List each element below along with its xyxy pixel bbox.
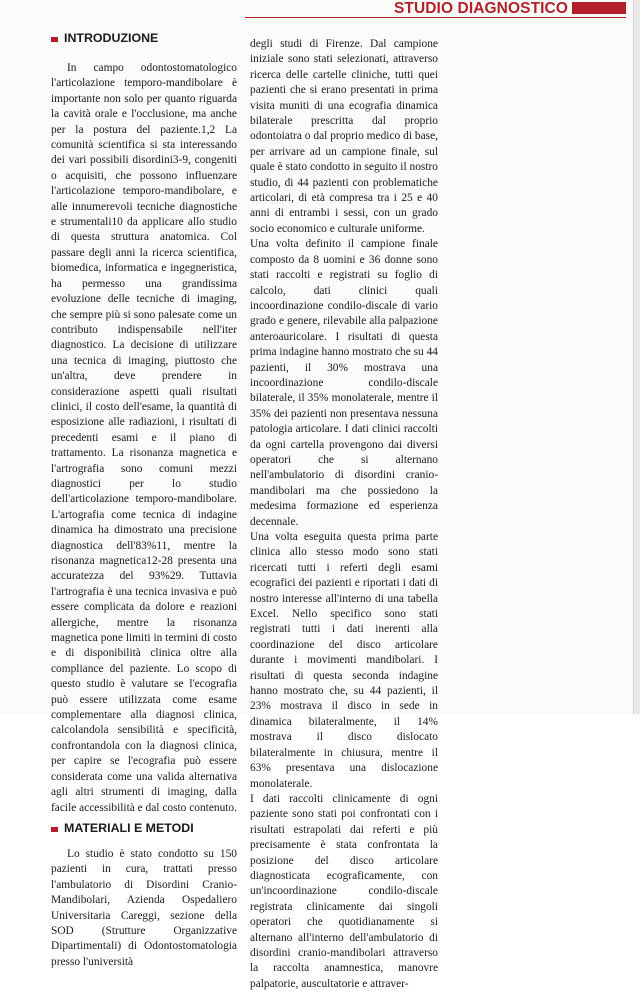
heading-bullet-icon — [51, 827, 58, 832]
right-paragraph-2: Una volta definito il campione finale composto da 8 uomini e 36 donne sono stati raccolti e registrati su foglio di calcolo, dati clinici quali incoordinazione condilo-discale di vario grado e genere, rilevabile alla palpazione anteroauricolare. I risultati di questa prima indagine hanno mostrato che su 44 pazienti, il 30% mostrava una incoordinazione condilo-discale bilaterale, il 35% monolaterale, mentre il 35% dei pazienti non presentava nessuna patologia articolare. I dati clinici raccolti da ogni cartella provengono dai diversi operatori che si alternano nell'ambulatorio di disordini cranio-mandibolari ma che possiedono la medesima formazione ed esperienza decennale. — [250, 238, 438, 528]
header-accent-bar — [572, 2, 626, 14]
methods-heading — [51, 820, 237, 838]
page-edge — [633, 0, 640, 714]
intro-heading — [51, 30, 237, 48]
section-title: STUDIO DIAGNOSTICO — [393, 0, 568, 17]
intro-heading-text: INTRODUZIONE — [64, 31, 159, 46]
header-rule — [245, 17, 626, 18]
methods-paragraph: Lo studio è stato condotto su 150 pazienti in cura, trattati presso l'ambulatorio di Disordini Cranio-Mandibolari, Azienda Ospedaliero Universitaria Careggi, sezione della SOD (Strutture Organizzative Dipartimentali) di Odontostomatologia presso l'università — [51, 847, 237, 968]
right-paragraph-3: Una volta eseguita questa prima parte clinica allo stesso modo sono stati ricercati tutti i referti degli esami ecografici dei pazienti e riportati i dati di nostro interesse all'interno di una tabella Excel. Nello specifico sono stati registrati tutti i dati inerenti alla coordinazione del disco articolare durante i movimenti mandibolari. I risultati di questa seconda indagine hanno mostrato che, su 44 pazienti, il 23% mostrava il disco in sede in dinamica bilateralmente, il 14% mostrava il disco dislocato bilateralmente in chiusura, mentre il 63% presentava una dislocazione monolaterale. — [250, 531, 438, 790]
right-column — [250, 37, 438, 992]
running-header — [394, 0, 626, 18]
intro-paragraph: In campo odontostomatologico l'articolazione temporo-mandibolare è importante non solo per quanto riguarda la cavità orale e l'occlusione, ma anche per la postura del paziente.1,2 La comunità scientifica si sta interessando dei vari possibili disordini3-9, congeniti o acquisiti, che possono influenzare l'articolazione temporo-mandibolare, e alle innumerevoli tecniche diagnostiche e strumentali10 da applicare allo studio di questa struttura anatomica. Col passare degli anni la ricerca scientifica, biomedica, informatica e ingegneristica, ha permesso una grandissima evoluzione delle tecniche di imaging, che sempre più si sono palesate come un contributo indispensabile nell'iter diagnostico. La decisione di utilizzare una tecnica di imaging, piuttosto che un'altra, deve prendere in considerazione aspetti quali risultati clinici, il costo dell'esame, la quantità di esposizione alle radiazioni, i risultati di precedenti esami e il piano di trattamento. La risonanza magnetica e l'artrografia sono comuni mezzi diagnostici per lo studio dell'articolazione temporo-mandibolare. L'artografia come tecnica di indagine dinamica ha dimostrato una precisione diagnostica dell'83%11, mentre la risonanza magnetica12-28 presenta una accuratezza del 93%29. Tuttavia l'artrografia è una tecnica invasiva e può essere complicata da dolore e reazioni allergiche, mentre la risonanza magnetica pone limiti in termini di costo e di disponibilità clinica oltre alla compliance del paziente. Lo scopo di questo studio è valutare se l'ecografia può essere utilizzata come esame complementare alla diagnosi clinica, calcolandola sensibilità e specificità, confrontandola con la diagnosi clinica, per capire se l'ecografia può essere considerata come una valida alternativa agli altri strumenti di imaging, dalla facile accessibilità e dal costo contenuto. — [51, 62, 237, 814]
methods-heading-text: MATERIALI E METODI — [64, 821, 194, 836]
right-paragraph-1: degli studi di Firenze. Dal campione iniziale sono stati selezionati, attraverso ricerca delle cartelle cliniche, tutti quei pazienti che si erano presentati in prima visita muniti di una ecografia dinamica bilaterale prescritta dal proprio odontoiatra o dal proprio medico di base, per arrivare ad un campione finale, sul quale è stato condotto in seguito il nostro studio, di 44 pazienti con problematiche articolari, di età compresa tra i 25 e 40 anni di entrambi i sessi, con un grado socio economico e culturale uniforme. — [250, 38, 438, 235]
right-paragraph-4: I dati raccolti clinicamente di ogni paziente sono stati poi confrontati con i risultati estrapolati dai referti e più precisamente è stata confrontata la posizione del disco articolare diagnosticata ecograficamente, con un'incoordinazione condilo-discale registrata clinicamente dai singoli operatori che quotidianamente si alternano all'interno dell'ambulatorio di disordini cranio-mandibolari attraverso la raccolta anamnestica, manovre palpatorie, auscultatorie e attraver- — [250, 792, 438, 990]
left-column — [51, 30, 237, 970]
heading-bullet-icon — [51, 37, 58, 42]
